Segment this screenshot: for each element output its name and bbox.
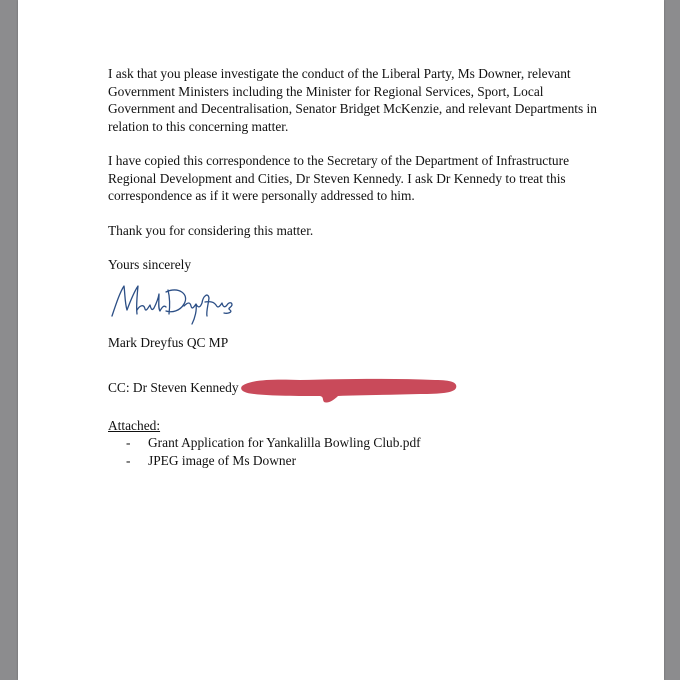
attachment-name: Grant Application for Yankalilla Bowling Club.pdf xyxy=(148,435,421,450)
handwritten-signature xyxy=(106,280,238,326)
cc-recipient: CC: Dr Steven Kennedy xyxy=(108,380,239,395)
document-page xyxy=(18,0,664,680)
letter-body xyxy=(108,65,608,469)
attachment-name: JPEG image of Ms Downer xyxy=(148,452,297,468)
paragraph-thank-you: Thank you for considering this matter. xyxy=(108,222,314,238)
cc-line xyxy=(108,379,608,397)
redaction-mark xyxy=(240,372,460,406)
paragraph-copied-correspondence: I have copied this correspondence to the Secretary of the Department of Infrastructure Regional Development and Cities, Dr Steven Kennedy. I ask Dr Kennedy to treat this correspondence as if it were personally addressed to him. xyxy=(108,153,570,203)
closing-salutation: Yours sincerely xyxy=(108,257,192,272)
attached-heading: Attached: xyxy=(108,417,161,433)
attachment-item xyxy=(126,434,608,452)
attachments-list xyxy=(108,434,608,469)
list-dash: - xyxy=(126,435,131,450)
paragraph-investigation-request: I ask that you please investigate the conduct of the Liberal Party, Ms Downer, relevant Government Ministers including the Minister for Regional Services, Sport, Local Government and Decentralisation, Senator Bridget McKenzie, and relevant Departments in relation to this concerning matter. xyxy=(108,66,597,134)
signer-name: Mark Dreyfus QC MP xyxy=(108,334,229,350)
attachment-item xyxy=(126,452,608,470)
list-dash: - xyxy=(126,452,131,468)
